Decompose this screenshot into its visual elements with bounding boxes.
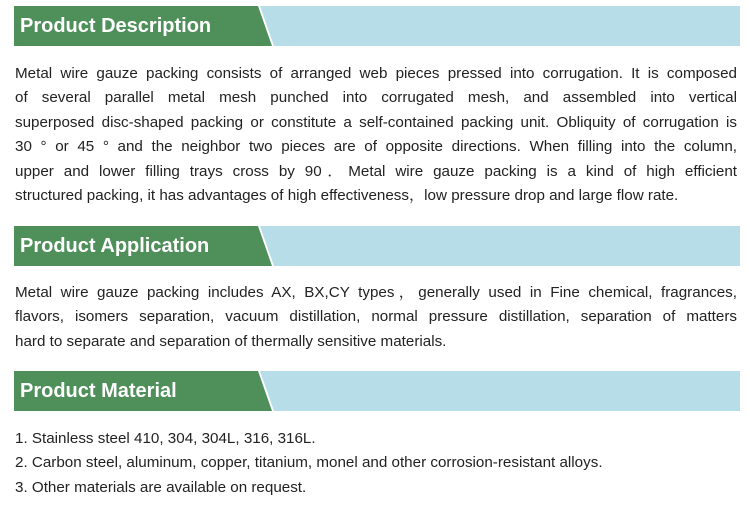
section-header-material: [14, 371, 740, 411]
description-line: structured packing, it has advantages of high effectiveness，low pressure drop and large flow rate.: [15, 187, 679, 205]
section-title-material: Product Material: [20, 380, 177, 402]
material-list-item: 2. Carbon steel, aluminum, copper, titanium, monel and other corrosion-resistant alloys.: [15, 454, 603, 472]
section-title-application: Product Application: [20, 235, 210, 257]
description-line: of several parallel metal mesh punched into corrugated mesh, and assembled into vertical: [15, 89, 737, 107]
material-list-item: 1. Stainless steel 410, 304, 304L, 316, 316L.: [15, 430, 316, 447]
application-line: flavors, isomers separation, vacuum distillation, normal pressure distillation, separation of matters: [15, 308, 737, 326]
description-line: 30 ° or 45 ° and the neighbor two pieces are of opposite directions. When filling into the column,: [15, 138, 737, 156]
material-list: [15, 427, 737, 500]
description-text: [15, 62, 737, 208]
description-line: superposed disc-shaped packing or constitute a self-contained packing unit. Obliquity of corrugation is: [15, 113, 737, 131]
material-list-item: 3. Other materials are available on request.: [15, 478, 307, 496]
application-line: Metal wire gauze packing includes AX, BX,CY types，generally used in Fine chemical, fragrances,: [15, 284, 737, 301]
application-text: [15, 281, 737, 354]
section-title-description: Product Description: [20, 15, 212, 37]
application-line: hard to separate and separation of thermally sensitive materials.: [15, 332, 447, 350]
description-line: upper and lower filling trays cross by 90．Metal wire gauze packing is a kind of high efficient: [15, 162, 737, 180]
section-header-application: [14, 226, 740, 266]
description-line: Metal wire gauze packing consists of arranged web pieces pressed into corrugation. It is composed: [15, 65, 737, 82]
section-header-description: [14, 6, 740, 46]
